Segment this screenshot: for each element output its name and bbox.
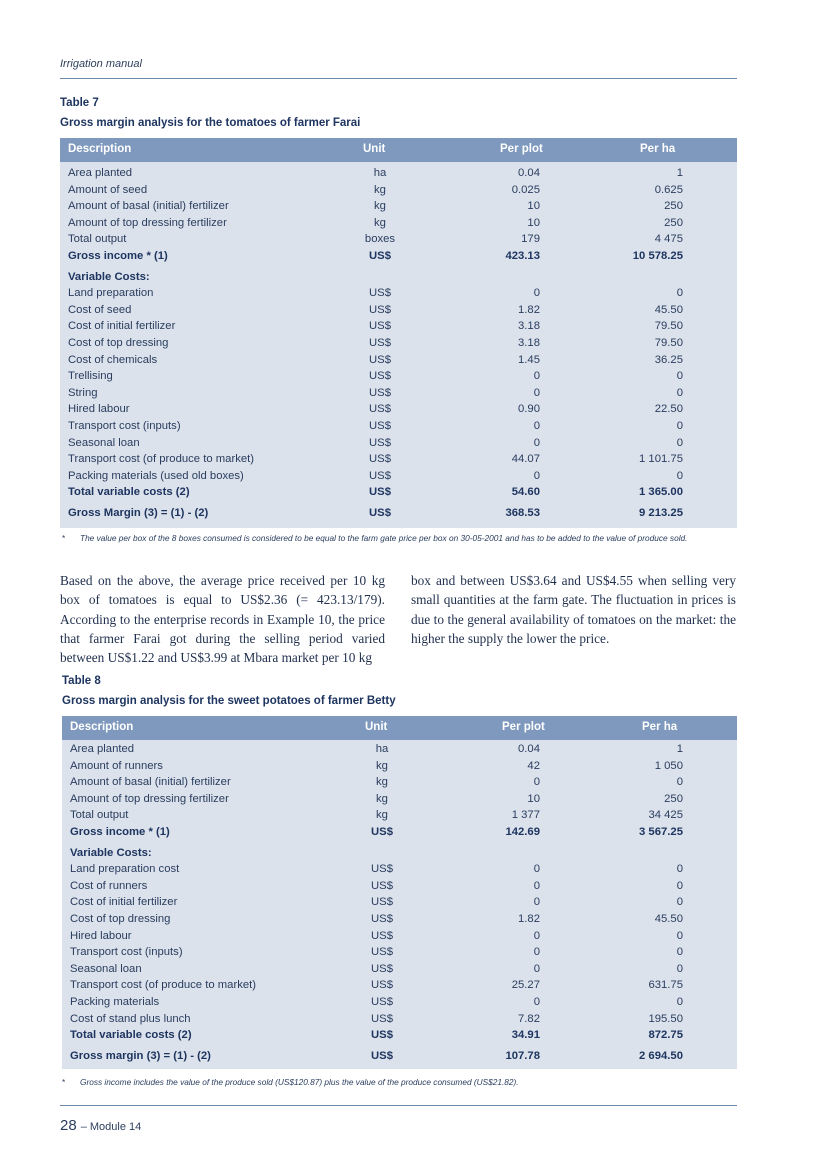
- table-row: [60, 199, 737, 216]
- table-header: [62, 716, 737, 740]
- table-row: [62, 912, 737, 929]
- column-header-description: Description: [70, 721, 134, 733]
- cell-description: Amount of seed: [68, 183, 148, 196]
- cell-unit: US$: [369, 336, 391, 349]
- table-row: [62, 846, 737, 863]
- column-header-unit: Unit: [365, 721, 388, 733]
- table-row: [60, 402, 737, 419]
- table-row: [60, 319, 737, 336]
- cell-per-plot: 1.82: [518, 912, 540, 925]
- cell-description: Amount of top dressing fertilizer: [70, 792, 229, 805]
- cell-per-plot: 0: [533, 896, 540, 909]
- cell-description: Packing materials: [70, 995, 160, 1008]
- cell-unit: boxes: [364, 233, 396, 246]
- cell-per-plot: 0.025: [511, 183, 540, 196]
- cell-description: Seasonal loan: [70, 962, 142, 975]
- cell-unit: US$: [369, 486, 391, 499]
- cell-per-plot: 10: [527, 200, 540, 213]
- table-row: [62, 962, 737, 979]
- cell-per-ha: 1 050: [654, 759, 683, 772]
- cell-description: Transport cost (inputs): [68, 419, 181, 432]
- cell-per-ha: 1: [676, 167, 683, 179]
- table-row: [62, 895, 737, 912]
- cell-unit: US$: [369, 287, 391, 300]
- cell-unit: US$: [371, 1049, 393, 1062]
- table-row: [60, 303, 737, 320]
- footnote-marker: *: [62, 533, 66, 543]
- table-row: [60, 419, 737, 436]
- table7: [60, 138, 737, 528]
- cell-per-plot: 142.69: [505, 825, 540, 838]
- cell-description: Gross income * (1): [70, 825, 170, 838]
- table-row: [60, 249, 737, 266]
- cell-per-ha: 0.625: [654, 183, 683, 196]
- cell-per-ha: 195.50: [648, 1012, 683, 1025]
- cell-per-ha: 10 578.25: [632, 249, 683, 262]
- table-row: [62, 825, 737, 842]
- table-row: [62, 792, 737, 809]
- cell-per-plot: 0.04: [518, 743, 540, 755]
- cell-description: Variable Costs:: [68, 270, 150, 283]
- table-row: [60, 469, 737, 486]
- cell-per-ha: 34 425: [648, 809, 683, 822]
- cell-unit: US$: [369, 353, 391, 366]
- table-row: [60, 353, 737, 370]
- cell-per-plot: 107.78: [505, 1049, 540, 1062]
- table-row: [60, 452, 737, 469]
- cell-description: Cost of stand plus lunch: [70, 1012, 191, 1025]
- cell-per-plot: 44.07: [511, 453, 540, 466]
- cell-unit: US$: [369, 303, 391, 316]
- cell-description: Area planted: [70, 743, 135, 755]
- cell-per-ha: 0: [676, 287, 683, 300]
- cell-unit: kg: [376, 776, 388, 789]
- cell-unit: US$: [371, 995, 393, 1008]
- cell-per-plot: 54.60: [511, 486, 540, 499]
- cell-per-ha: 872.75: [648, 1029, 683, 1042]
- table-row: [62, 742, 737, 759]
- cell-per-ha: 45.50: [654, 303, 683, 316]
- cell-unit: US$: [369, 386, 391, 399]
- cell-per-ha: 45.50: [654, 912, 683, 925]
- cell-description: Gross Margin (3) = (1) - (2): [68, 506, 209, 519]
- cell-per-plot: 0.90: [518, 403, 540, 416]
- cell-per-ha: 79.50: [654, 336, 683, 349]
- cell-per-plot: 0: [533, 879, 540, 892]
- body-paragraph-right: box and between US$3.64 and US$4.55 when selling very small quantities at the farm gate. The fluctuation in prices is due to the general availability of tomatoes on the market: the higher the supply the lower the price.: [411, 573, 736, 646]
- table-row: [60, 270, 737, 287]
- cell-unit: US$: [369, 436, 391, 449]
- cell-unit: kg: [374, 183, 386, 196]
- cell-per-plot: 0: [533, 287, 540, 300]
- cell-description: Cost of initial fertilizer: [70, 896, 178, 909]
- cell-unit: US$: [371, 962, 393, 975]
- cell-description: Gross margin (3) = (1) - (2): [70, 1049, 211, 1062]
- cell-per-plot: 0: [533, 469, 540, 482]
- cell-per-ha: 0: [676, 896, 683, 909]
- cell-description: Transport cost (inputs): [70, 946, 183, 959]
- cell-description: Amount of top dressing fertilizer: [68, 216, 227, 229]
- cell-per-ha: 0: [676, 946, 683, 959]
- table7-number: Table 7: [60, 97, 99, 109]
- cell-description: String: [68, 386, 98, 399]
- cell-description: Hired labour: [70, 929, 132, 942]
- cell-per-ha: 0: [676, 419, 683, 432]
- cell-unit: US$: [371, 929, 393, 942]
- cell-description: Trellising: [68, 370, 113, 383]
- cell-description: Cost of top dressing: [68, 336, 169, 349]
- cell-description: Cost of initial fertilizer: [68, 320, 176, 333]
- cell-unit: US$: [369, 469, 391, 482]
- table-row: [60, 166, 737, 183]
- cell-unit: US$: [369, 403, 391, 416]
- table-row: [60, 183, 737, 200]
- cell-description: Packing materials (used old boxes): [68, 469, 244, 482]
- column-header-unit: Unit: [363, 143, 386, 155]
- table-row: [62, 929, 737, 946]
- cell-per-ha: 3 567.25: [639, 825, 683, 838]
- cell-unit: US$: [369, 453, 391, 466]
- cell-per-plot: 42: [527, 759, 540, 772]
- cell-per-plot: 0: [533, 863, 540, 876]
- cell-per-plot: 179: [521, 233, 540, 246]
- column-header-per-ha: Per ha: [640, 143, 676, 155]
- table8-title: Gross margin analysis for the sweet potatoes of farmer Betty: [62, 695, 396, 707]
- cell-per-plot: 368.53: [505, 506, 540, 519]
- footnote-text: Gross income includes the value of the produce sold (US$120.87) plus the value of the produce consumed (US$21.82).: [80, 1077, 519, 1087]
- cell-per-ha: 0: [676, 863, 683, 876]
- cell-per-plot: 0: [533, 436, 540, 449]
- cell-per-plot: 423.13: [505, 249, 540, 262]
- cell-per-ha: 22.50: [654, 403, 683, 416]
- cell-description: Cost of seed: [68, 303, 132, 316]
- cell-per-ha: 36.25: [654, 353, 683, 366]
- table-row: [60, 286, 737, 303]
- column-header-per-ha: Per ha: [642, 721, 678, 733]
- cell-per-plot: 34.91: [511, 1029, 540, 1042]
- cell-per-plot: 25.27: [511, 979, 540, 992]
- table8-number: Table 8: [62, 675, 101, 687]
- cell-per-plot: 0: [533, 776, 540, 789]
- cell-per-ha: 250: [664, 792, 683, 805]
- table-row: [62, 1012, 737, 1029]
- table7-title: Gross margin analysis for the tomatoes of farmer Farai: [60, 117, 361, 129]
- cell-unit: US$: [369, 419, 391, 432]
- cell-per-plot: 1 377: [511, 809, 540, 822]
- footnote-marker: *: [62, 1077, 66, 1087]
- cell-description: Gross income * (1): [68, 249, 168, 262]
- table-row: [62, 879, 737, 896]
- table-row: [60, 216, 737, 233]
- cell-per-ha: 0: [676, 879, 683, 892]
- table-row: [62, 862, 737, 879]
- table8: [62, 716, 737, 1069]
- cell-per-plot: 10: [527, 792, 540, 805]
- cell-per-ha: 0: [676, 995, 683, 1008]
- column-header-per-plot: Per plot: [502, 721, 545, 733]
- table-row: [60, 232, 737, 249]
- footnote-text: The value per box of the 8 boxes consumed is considered to be equal to the farm gate price per box on 30-05-2001 and has to be added to the value of produce sold.: [80, 533, 688, 543]
- cell-unit: US$: [371, 912, 393, 925]
- cell-unit: US$: [371, 979, 393, 992]
- cell-per-plot: 0: [533, 995, 540, 1008]
- table-row: [60, 369, 737, 386]
- cell-unit: kg: [376, 792, 388, 805]
- cell-description: Amount of basal (initial) fertilizer: [68, 200, 229, 213]
- cell-description: Total variable costs (2): [68, 486, 190, 499]
- footer-rule: [60, 1105, 737, 1106]
- cell-per-ha: 1 365.00: [639, 486, 683, 499]
- cell-description: Land preparation cost: [70, 863, 180, 876]
- cell-unit: kg: [374, 200, 386, 213]
- cell-unit: US$: [371, 1012, 393, 1025]
- cell-per-plot: 0.04: [518, 167, 540, 179]
- table-row: [60, 506, 737, 523]
- column-header-description: Description: [68, 143, 132, 155]
- cell-description: Seasonal loan: [68, 436, 140, 449]
- table-row: [60, 336, 737, 353]
- cell-unit: US$: [369, 506, 391, 519]
- cell-description: Cost of top dressing: [70, 912, 171, 925]
- cell-per-ha: 79.50: [654, 320, 683, 333]
- cell-description: Land preparation: [68, 287, 154, 300]
- cell-per-plot: 0: [533, 962, 540, 975]
- cell-description: Amount of runners: [70, 759, 163, 772]
- table-row: [62, 978, 737, 995]
- cell-unit: US$: [371, 863, 393, 876]
- table-row: [62, 945, 737, 962]
- module-label: – Module 14: [80, 1121, 142, 1133]
- table-row: [62, 759, 737, 776]
- table-row: [62, 1049, 737, 1066]
- table-row: [62, 808, 737, 825]
- cell-per-plot: 3.18: [518, 336, 540, 349]
- cell-description: Cost of runners: [70, 879, 148, 892]
- cell-per-plot: 10: [527, 216, 540, 229]
- cell-per-ha: 0: [676, 929, 683, 942]
- table-row: [60, 386, 737, 403]
- cell-unit: US$: [369, 320, 391, 333]
- cell-per-plot: 3.18: [518, 320, 540, 333]
- cell-description: Transport cost (of produce to market): [68, 453, 255, 466]
- page-number: 28: [60, 1117, 77, 1134]
- cell-per-ha: 2 694.50: [639, 1049, 683, 1062]
- cell-description: Total output: [70, 809, 129, 822]
- cell-unit: US$: [371, 1029, 393, 1042]
- cell-unit: US$: [371, 879, 393, 892]
- table-row: [60, 436, 737, 453]
- cell-unit: kg: [374, 216, 386, 229]
- cell-per-ha: 4 475: [654, 233, 683, 246]
- cell-per-plot: 1.45: [518, 353, 540, 366]
- table-row: [62, 995, 737, 1012]
- running-header: Irrigation manual: [60, 58, 142, 70]
- cell-per-ha: 0: [676, 776, 683, 789]
- cell-description: Cost of chemicals: [68, 353, 158, 366]
- cell-per-ha: 0: [676, 469, 683, 482]
- table-row: [62, 775, 737, 792]
- cell-unit: US$: [369, 249, 391, 262]
- header-rule: [60, 78, 737, 79]
- cell-per-ha: 0: [676, 962, 683, 975]
- cell-per-ha: 0: [676, 386, 683, 399]
- cell-per-ha: 631.75: [648, 979, 683, 992]
- cell-description: Total output: [68, 233, 127, 246]
- cell-unit: kg: [376, 759, 388, 772]
- cell-unit: kg: [376, 809, 388, 822]
- cell-description: Total variable costs (2): [70, 1029, 192, 1042]
- cell-unit: ha: [373, 167, 387, 179]
- cell-unit: US$: [371, 825, 393, 838]
- cell-per-ha: 9 213.25: [639, 506, 683, 519]
- table-row: [60, 485, 737, 502]
- cell-per-plot: 0: [533, 929, 540, 942]
- cell-description: Hired labour: [68, 403, 130, 416]
- table-row: [62, 1028, 737, 1045]
- cell-per-plot: 0: [533, 370, 540, 383]
- cell-per-plot: 0: [533, 386, 540, 399]
- column-header-per-plot: Per plot: [500, 143, 543, 155]
- cell-unit: US$: [369, 370, 391, 383]
- page-footer: [60, 1117, 141, 1135]
- table8-footnote: [60, 1076, 737, 1089]
- cell-per-ha: 0: [676, 370, 683, 383]
- cell-unit: US$: [371, 896, 393, 909]
- table7-footnote: [60, 532, 737, 545]
- cell-description: Area planted: [68, 167, 133, 179]
- body-paragraph-left: Based on the above, the average price received per 10 kg box of tomatoes is equal to US$2.36 (= 423.13/179). According to the enterprise records in Example 10, the price that farmer Farai got during the selling period varied between US$1.22 and US$3.99 at Mbara market per 10 kg: [60, 573, 385, 666]
- cell-unit: US$: [371, 946, 393, 959]
- table-header: [60, 138, 737, 162]
- cell-description: Amount of basal (initial) fertilizer: [70, 776, 231, 789]
- cell-per-plot: 1.82: [518, 303, 540, 316]
- cell-unit: ha: [375, 743, 389, 755]
- cell-description: Variable Costs:: [70, 846, 152, 859]
- cell-description: Transport cost (of produce to market): [70, 979, 257, 992]
- cell-per-ha: 250: [664, 200, 683, 213]
- cell-per-plot: 0: [533, 419, 540, 432]
- cell-per-ha: 1 101.75: [639, 453, 683, 466]
- cell-per-ha: 0: [676, 436, 683, 449]
- cell-per-plot: 0: [533, 946, 540, 959]
- cell-per-plot: 7.82: [518, 1012, 540, 1025]
- cell-per-ha: 250: [664, 216, 683, 229]
- cell-per-ha: 1: [676, 743, 683, 755]
